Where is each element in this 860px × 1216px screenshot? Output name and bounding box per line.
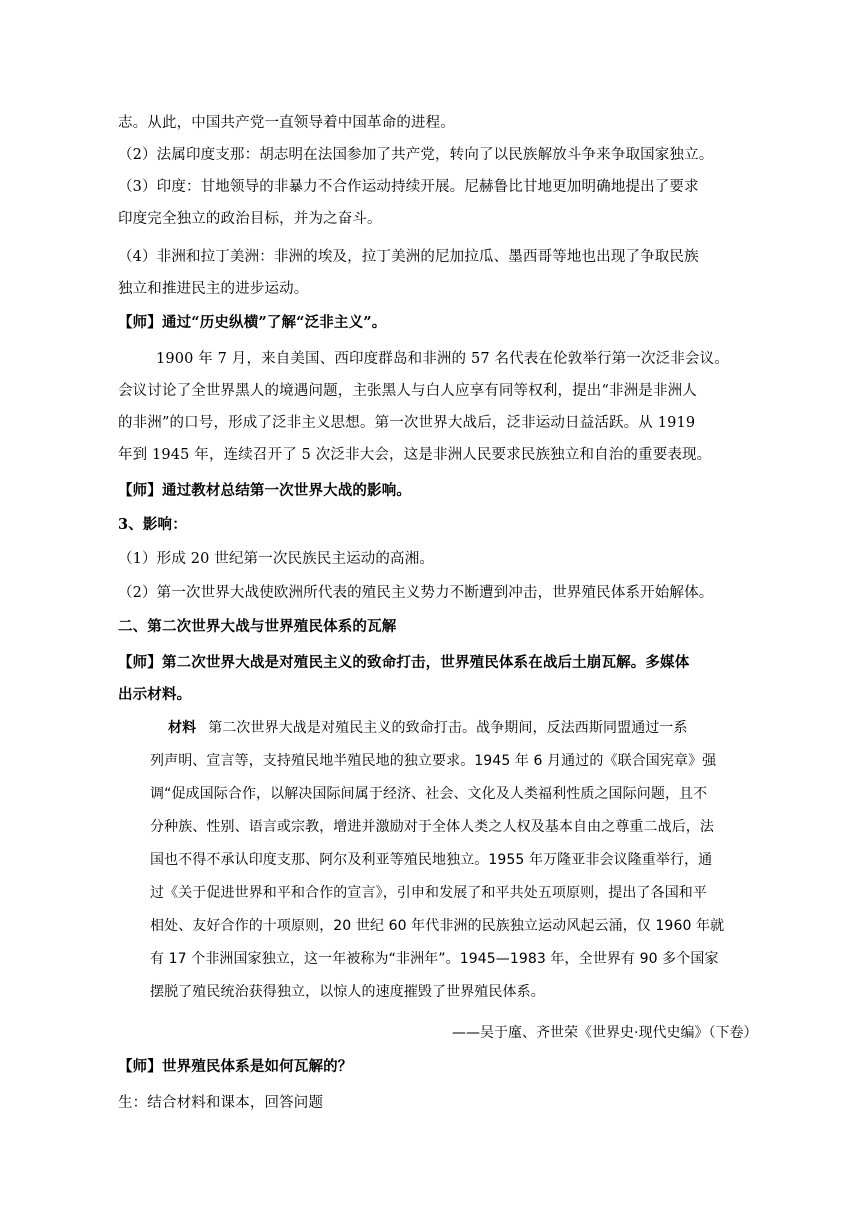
teacher-prompt-collapse: 【师】世界殖民体系是如何瓦解的？ [118, 1058, 353, 1075]
teacher-prompt-ww1-impact: 【师】通过教材总结第一次世界大战的影响。 [118, 482, 411, 499]
list-item-indochina: （2）法属印度支那：胡志明在法国参加了共产党，转向了以民族解放斗争来争取国家独立。 [118, 147, 714, 163]
material-quote-line: 调“促成国际合作，以解决国际间属于经济、社会、文化及人类福利性质之国际问题，且不 [150, 786, 708, 802]
paragraph-line: 印度完全独立的政治目标，并为之奋斗。 [118, 211, 382, 227]
teacher-prompt-pan-africanism: 【师】通过“历史纵横”了解“泛非主义”。 [118, 314, 387, 331]
material-quote-line: 相处、友好合作的十项原则，20 世纪 60 年代非洲的民族独立运动风起云涌，仅 1960 年就 [150, 918, 725, 934]
paragraph-line: 的非洲”的口号，形成了泛非主义思想。第一次世界大战后，泛非运动日益活跃。从 1919 [118, 415, 696, 431]
paragraph-line: 出示材料。 [118, 686, 192, 703]
material-quote-line: 列声明、宣言等，支持殖民地半殖民地的独立要求。1945 年 6 月通过的《联合国宪章》强 [150, 753, 717, 769]
section-heading-ww2: 二、第二次世界大战与世界殖民体系的瓦解 [118, 618, 397, 635]
list-item-africa-latin-america: （4）非洲和拉丁美洲：非洲的埃及，拉丁美洲的尼加拉瓜、墨西哥等地也出现了争取民族 [118, 249, 699, 265]
material-quote-line: 国也不得不承认印度支那、阿尔及利亚等殖民地独立。1955 年万隆亚非会议隆重举行，通 [150, 852, 713, 868]
paragraph-line: 志。从此，中国共产党一直领导着中国革命的进程。 [118, 115, 455, 131]
paragraph-line: 会议讨论了全世界黑人的境遇问题，主张黑人与白人应享有同等权利，提出“非洲是非洲人 [118, 383, 697, 399]
material-quote-line: 材料 第二次世界大战是对殖民主义的致命打击。战争期间，反法西斯同盟通过一系 [168, 720, 688, 736]
material-label: 材料 [168, 720, 197, 736]
material-quote-line: 摆脱了殖民统治获得独立，以惊人的速度摧毁了世界殖民体系。 [150, 984, 545, 1000]
material-source: ——吴于廑、齐世荣《世界史·现代史编》（下卷） [452, 1025, 758, 1041]
material-quote-line: 过《关于促进世界和平和合作的宣言》，引申和发展了和平共处五项原则，提出了各国和平 [150, 885, 707, 901]
list-item-impact-1: （1）形成 20 世纪第一次民族民主运动的高湘。 [118, 551, 434, 567]
list-item-india: （3）印度：甘地领导的非暴力不合作运动持续开展。尼赫鲁比甘地更加明确地提出了要求 [118, 179, 699, 195]
paragraph-line: 年到 1945 年，连续召开了 5 次泛非大会，这是非洲人民要求民族独立和自治的重要表现。 [118, 447, 712, 463]
paragraph-line: 独立和推进民主的进步运动。 [118, 281, 309, 297]
section-heading-impact: 3、影响： [118, 516, 187, 533]
paragraph-line: 1900 年 7 月，来自美国、西印度群岛和非洲的 57 名代表在伦敦举行第一次泛非会议。 [156, 351, 729, 367]
material-quote-line: 有 17 个非洲国家独立，这一年被称为“非洲年”。1945—1983 年，全世界有 90 多个国家 [150, 951, 719, 967]
list-item-impact-2: （2）第一次世界大战使欧洲所代表的殖民主义势力不断遭到冲击，世界殖民体系开始解体。 [118, 585, 714, 601]
teacher-prompt-ww2: 【师】第二次世界大战是对殖民主义的致命打击，世界殖民体系在战后土崩瓦解。多媒体 [118, 654, 690, 671]
material-quote-line: 分种族、性别、语言或宗教，增进并激励对于全体人类之人权及基本自由之尊重二战后，法 [150, 819, 714, 835]
student-response-line: 生：结合材料和课本，回答问题 [118, 1095, 324, 1111]
